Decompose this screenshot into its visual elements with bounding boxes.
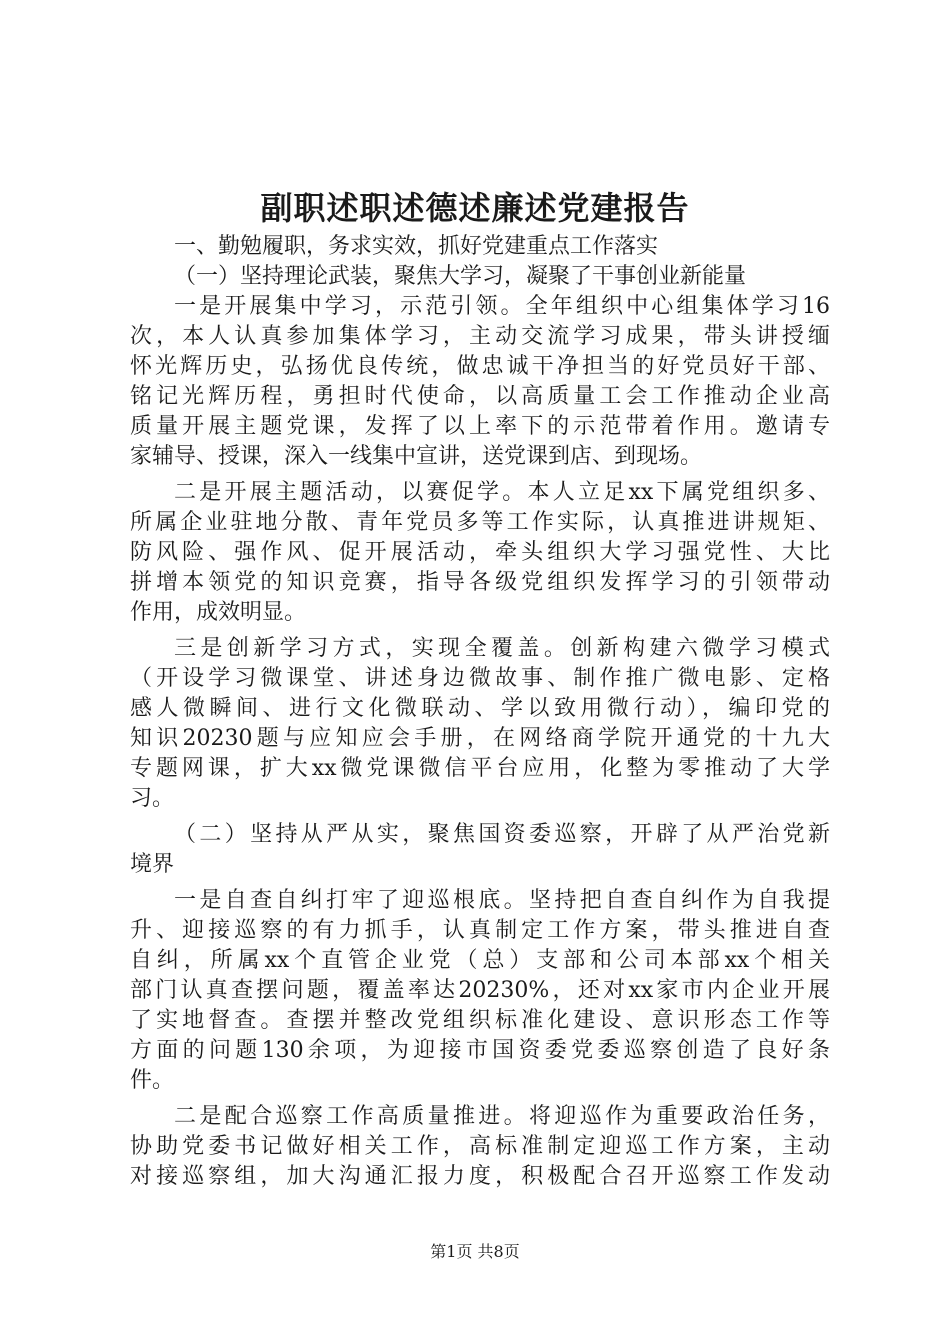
text-line: 怀光辉历史，弘扬优良传统，做忠诚干净担当的好党员好干部、 <box>130 354 830 379</box>
page-footer: 第1页 共8页 <box>430 1242 520 1261</box>
text-line: 三是创新学习方式，实现全覆盖。创新构建六微学习模式 <box>174 636 830 661</box>
paragraph <box>130 634 830 814</box>
paragraph <box>130 886 830 1096</box>
text-line: 拼增本领党的知识竞赛，指导各级党组织发挥学习的引领带动 <box>130 570 830 595</box>
text-line: 一是开展集中学习，示范引领。全年组织中心组集体学习16 <box>174 294 830 319</box>
text-line: 协助党委书记做好相关工作，高标准制定迎巡工作方案，主动 <box>130 1134 830 1159</box>
text-line: 所属企业驻地分散、青年党员多等工作实际，认真推进讲规矩、 <box>130 510 830 535</box>
text-line: 对接巡察组，加大沟通汇报力度，积极配合召开巡察工作发动 <box>130 1164 830 1189</box>
text-line: （开设学习微课堂、讲述身边微故事、制作推广微电影、定格 <box>130 666 830 691</box>
paragraph <box>130 820 830 880</box>
text-line: 自纠，所属xx个直管企业党（总）支部和公司本部xx个相关 <box>130 948 830 973</box>
text-line: 次，本人认真参加集体学习，主动交流学习成果，带头讲授缅 <box>130 324 830 349</box>
text-line: 感人微瞬间、进行文化微联动、学以致用微行动），编印党的 <box>130 696 830 721</box>
document-body <box>130 232 830 1192</box>
text-line: 二是开展主题活动，以赛促学。本人立足xx下属党组织多、 <box>174 480 830 505</box>
text-line: 知识20230题与应知应会手册，在网络商学院开通党的十九大 <box>130 726 830 751</box>
text-line: 质量开展主题党课，发挥了以上率下的示范带着作用。邀请专 <box>130 414 830 439</box>
paragraph <box>130 292 830 472</box>
section-heading <box>130 232 830 262</box>
text-line: 件。 <box>130 1068 175 1093</box>
text-line: 铭记光辉历程，勇担时代使命，以高质量工会工作推动企业高 <box>130 384 830 409</box>
text-line: 了实地督查。查摆并整改党组织标准化建设、意识形态工作等 <box>130 1008 830 1033</box>
text-line: 二是配合巡察工作高质量推进。将迎巡作为重要政治任务， <box>174 1104 830 1129</box>
text-line: 家辅导、授课，深入一线集中宣讲，送党课到店、到现场。 <box>130 444 703 469</box>
page-title: 副职述职述德述廉述党建报告 <box>260 189 690 227</box>
text-line: 习。 <box>130 786 175 811</box>
text-line: 一是自查自纠打牢了迎巡根底。坚持把自查自纠作为自我提 <box>174 888 830 913</box>
text-line: 方面的问题130余项，为迎接市国资委党委巡察创造了良好条 <box>130 1038 830 1063</box>
text-line: 作用，成效明显。 <box>130 600 307 625</box>
text-line: 一、勤勉履职，务求实效，抓好党建重点工作落实 <box>174 234 659 259</box>
text-line: （一）坚持理论武装，聚焦大学习，凝聚了干事创业新能量 <box>174 264 747 289</box>
paragraph <box>130 478 830 628</box>
text-line: 防风险、强作风、促开展活动，牵头组织大学习强党性、大比 <box>130 540 830 565</box>
section-heading <box>130 262 830 292</box>
text-line: 专题网课，扩大xx微党课微信平台应用，化整为零推动了大学 <box>130 756 830 781</box>
text-line: 部门认真查摆问题，覆盖率达20230%，还对xx家市内企业开展 <box>130 978 830 1003</box>
text-line: （二）坚持从严从实，聚焦国资委巡察，开辟了从严治党新 <box>174 822 830 847</box>
text-line: 境界 <box>130 852 175 877</box>
text-line: 升、迎接巡察的有力抓手，认真制定工作方案，带头推进自查 <box>130 918 830 943</box>
paragraph <box>130 1102 830 1192</box>
